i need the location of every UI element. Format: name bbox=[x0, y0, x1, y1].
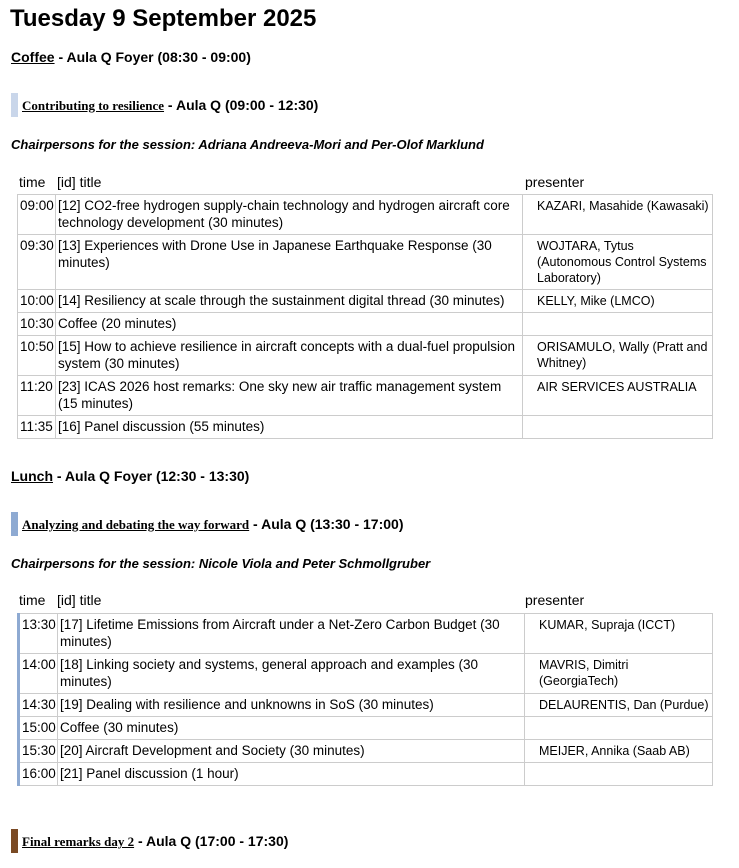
table-row bbox=[19, 717, 713, 740]
row-title: [20] Aircraft Development and Society (30 minutes) bbox=[58, 740, 525, 763]
row-time: 15:00 bbox=[19, 717, 58, 740]
col-title-header: [id] title bbox=[57, 592, 102, 608]
table-row bbox=[19, 763, 713, 786]
lunch-link[interactable]: Lunch bbox=[11, 468, 53, 484]
day-title: Tuesday 9 September 2025 bbox=[10, 5, 317, 32]
session-detail: - Aula Q (13:30 - 17:00) bbox=[249, 516, 404, 532]
col-time-header: time bbox=[19, 174, 46, 190]
row-presenter: AIR SERVICES AUSTRALIA bbox=[523, 376, 713, 416]
row-presenter: ORISAMULO, Wally (Pratt and Whitney) bbox=[523, 336, 713, 376]
row-time: 13:30 bbox=[19, 614, 58, 654]
row-presenter bbox=[523, 313, 713, 336]
row-title: [21] Panel discussion (1 hour) bbox=[58, 763, 525, 786]
row-time: 16:00 bbox=[19, 763, 58, 786]
row-presenter: KELLY, Mike (LMCO) bbox=[523, 290, 713, 313]
row-time: 11:20 bbox=[18, 376, 56, 416]
col-presenter-header: presenter bbox=[525, 174, 585, 190]
row-time: 10:00 bbox=[18, 290, 56, 313]
schedule-table-header bbox=[19, 591, 713, 609]
session-color-bar bbox=[11, 829, 18, 853]
row-presenter: WOJTARA, Tytus (Autonomous Control Systems Laboratory) bbox=[523, 235, 713, 290]
session-title-link[interactable]: Contributing to resilience bbox=[22, 98, 165, 113]
row-title: Coffee (20 minutes) bbox=[56, 313, 523, 336]
row-title: [15] How to achieve resilience in aircraft concepts with a dual-fuel propulsion system (30 minutes) bbox=[56, 336, 523, 376]
row-presenter bbox=[525, 763, 713, 786]
row-presenter: KAZARI, Masahide (Kawasaki) bbox=[523, 195, 713, 235]
lunch-break bbox=[11, 467, 249, 485]
table-row bbox=[19, 740, 713, 763]
row-time: 09:30 bbox=[18, 235, 56, 290]
row-title: [19] Dealing with resilience and unknowns in SoS (30 minutes) bbox=[58, 694, 525, 717]
session-detail: - Aula Q (17:00 - 17:30) bbox=[134, 833, 289, 849]
row-presenter: DELAURENTIS, Dan (Purdue) bbox=[525, 694, 713, 717]
row-time: 15:30 bbox=[19, 740, 58, 763]
row-title: Coffee (30 minutes) bbox=[58, 717, 525, 740]
row-time: 09:00 bbox=[18, 195, 56, 235]
col-time-header: time bbox=[19, 592, 46, 608]
session-title-link[interactable]: Analyzing and debating the way forward bbox=[22, 517, 250, 532]
session-title-link[interactable]: Final remarks day 2 bbox=[22, 834, 135, 849]
table-row bbox=[18, 290, 713, 313]
row-presenter: KUMAR, Supraja (ICCT) bbox=[525, 614, 713, 654]
schedule-table-header bbox=[19, 173, 713, 191]
row-title: [14] Resiliency at scale through the sustainment digital thread (30 minutes) bbox=[56, 290, 523, 313]
row-time: 14:30 bbox=[19, 694, 58, 717]
row-time: 10:50 bbox=[18, 336, 56, 376]
session-color-bar bbox=[11, 512, 18, 536]
row-title: [17] Lifetime Emissions from Aircraft under a Net-Zero Carbon Budget (30 minutes) bbox=[58, 614, 525, 654]
col-presenter-header: presenter bbox=[525, 592, 585, 608]
schedule-table-session-1 bbox=[17, 194, 713, 439]
session-detail: - Aula Q (09:00 - 12:30) bbox=[164, 97, 319, 113]
table-row bbox=[18, 336, 713, 376]
row-title: [12] CO2-free hydrogen supply-chain technology and hydrogen aircraft core technology development (30 minutes) bbox=[56, 195, 523, 235]
session-chairpersons: Chairpersons for the session: Adriana Andreeva-Mori and Per-Olof Marklund bbox=[11, 137, 484, 152]
table-row bbox=[18, 235, 713, 290]
table-row bbox=[18, 416, 713, 439]
row-time: 11:35 bbox=[18, 416, 56, 439]
table-row bbox=[18, 195, 713, 235]
coffee-link[interactable]: Coffee bbox=[11, 49, 55, 65]
coffee-break-morning bbox=[11, 48, 251, 66]
table-row bbox=[18, 376, 713, 416]
table-row bbox=[19, 694, 713, 717]
schedule-table-session-2 bbox=[17, 613, 713, 786]
row-time: 14:00 bbox=[19, 654, 58, 694]
row-title: [13] Experiences with Drone Use in Japanese Earthquake Response (30 minutes) bbox=[56, 235, 523, 290]
row-presenter: MAVRIS, Dimitri (GeorgiaTech) bbox=[525, 654, 713, 694]
lunch-detail: - Aula Q Foyer (12:30 - 13:30) bbox=[53, 468, 250, 484]
row-presenter bbox=[523, 416, 713, 439]
row-title: [16] Panel discussion (55 minutes) bbox=[56, 416, 523, 439]
table-row bbox=[19, 614, 713, 654]
coffee-detail: - Aula Q Foyer (08:30 - 09:00) bbox=[54, 49, 251, 65]
row-title: [23] ICAS 2026 host remarks: One sky new air traffic management system (15 minutes) bbox=[56, 376, 523, 416]
table-row bbox=[18, 313, 713, 336]
session-chairpersons: Chairpersons for the session: Nicole Viola and Peter Schmollgruber bbox=[11, 556, 431, 571]
col-title-header: [id] title bbox=[57, 174, 102, 190]
row-presenter: MEIJER, Annika (Saab AB) bbox=[525, 740, 713, 763]
session-color-bar bbox=[11, 93, 18, 117]
row-time: 10:30 bbox=[18, 313, 56, 336]
row-title: [18] Linking society and systems, general approach and examples (30 minutes) bbox=[58, 654, 525, 694]
table-row bbox=[19, 654, 713, 694]
row-presenter bbox=[525, 717, 713, 740]
